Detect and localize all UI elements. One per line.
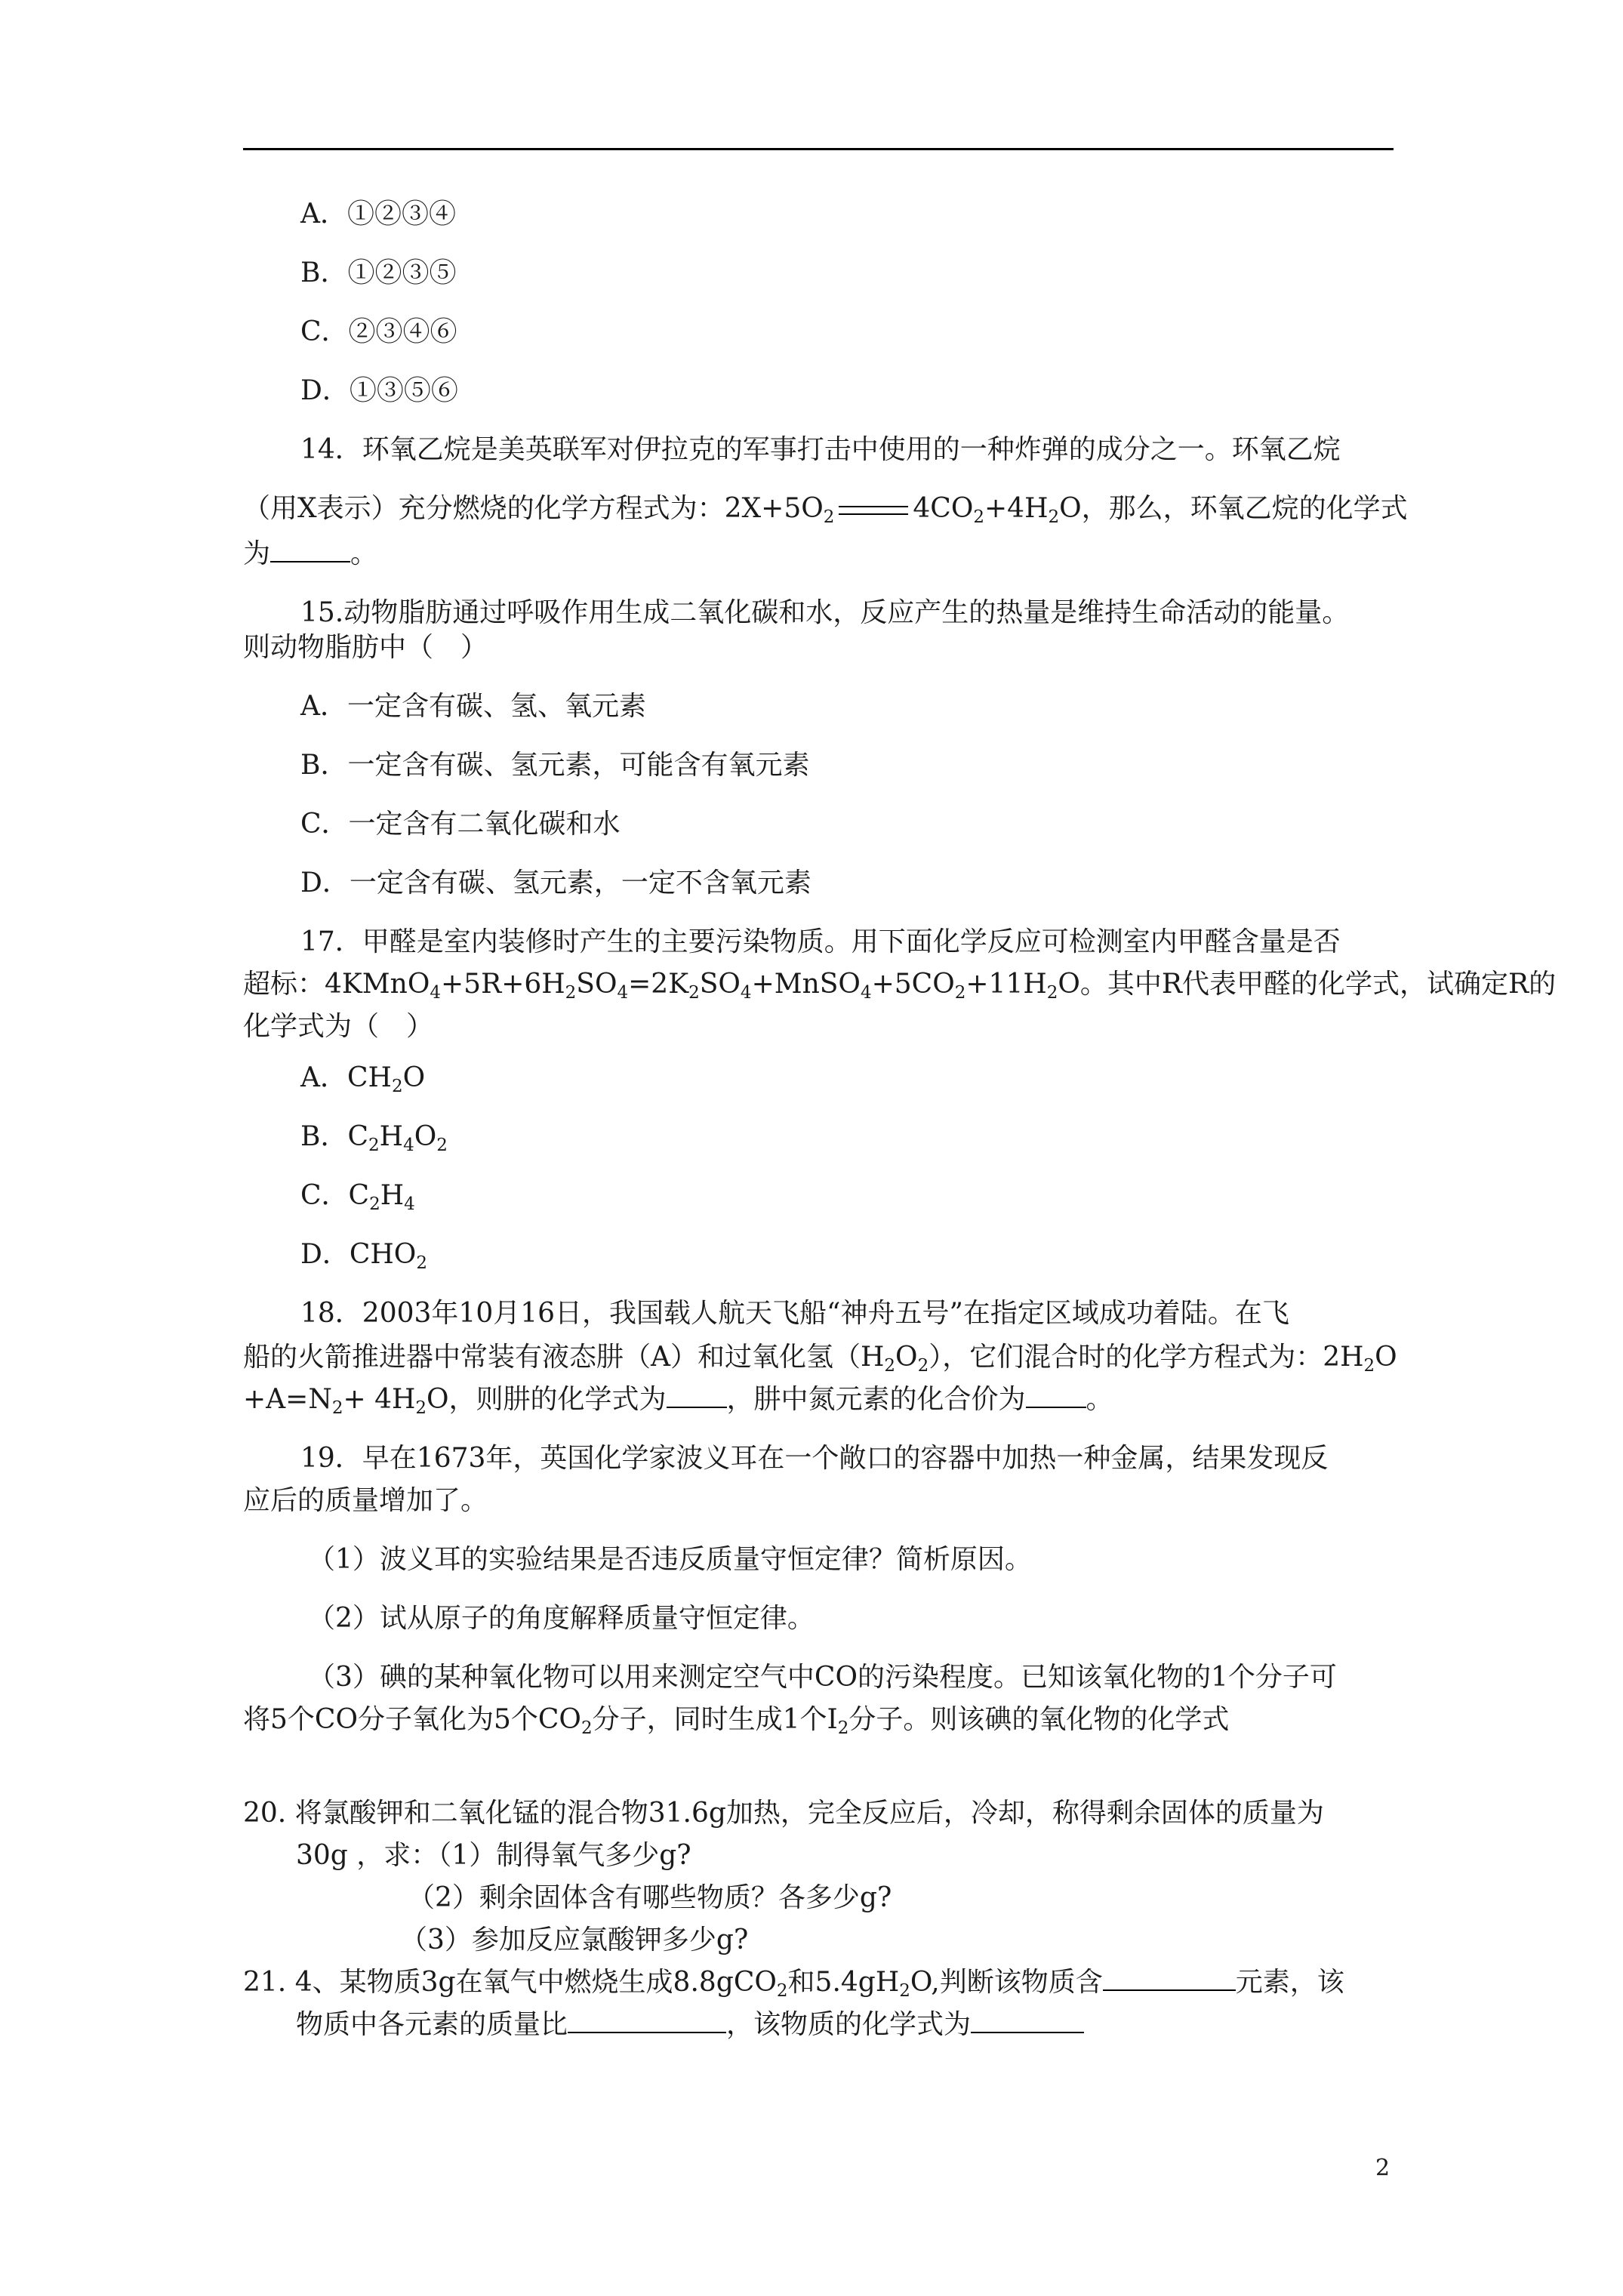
q19-sub-2: （2）试从原子的角度解释质量守恒定律。 [308, 1603, 815, 1634]
q19-sub-3: （3）碘的某种氧化物可以用来测定空气中CO的污染程度。已知该氧化物的1个分子可 [308, 1662, 1337, 1693]
q13-option-b: B．①②③⑤ [300, 257, 457, 288]
equation-arrow [839, 506, 908, 515]
answer-blank[interactable] [1103, 1967, 1236, 1991]
q15-line-1: 15.动物脂肪通过呼吸作用生成二氧化碳和水，反应产生的热量是维持生命活动的能量。 [300, 597, 1350, 628]
q19-line-2: 应后的质量增加了。 [243, 1485, 488, 1516]
page-number: 2 [1375, 2155, 1390, 2181]
q17-option-b: B．$C_2H_4O_2$ [300, 1121, 448, 1155]
q15-option-c: C．一定含有二氧化碳和水 [300, 809, 621, 840]
q19-sub-3-line-2: 将5个CO分子氧化为5个$CO_2$分子，同时生成1个$I_2$分子。则该碘的氧化物的化学式 [243, 1704, 1230, 1738]
q15-option-b: B．一定含有碳、氢元素，可能含有氧元素 [300, 750, 810, 781]
q15-option-d: D．一定含有碳、氢元素，一定不含氧元素 [300, 868, 812, 898]
q17-line-1: 17．甲醛是室内装修时产生的主要污染物质。用下面化学反应可检测室内甲醛含量是否 [300, 926, 1341, 957]
answer-blank[interactable] [667, 1384, 727, 1408]
q21-line-1: 21. 4、某物质3g在氧气中燃烧生成8.8gCO$_2$和$5.4gH_2O$,判断该物质含 元素，该 [243, 1967, 1344, 2001]
q19-sub-1: （1）波义耳的实验结果是否违反质量守恒定律？简析原因。 [308, 1544, 1032, 1575]
q13-option-c: C．②③④⑥ [300, 316, 457, 347]
answer-blank[interactable] [270, 538, 350, 562]
header-rule [243, 148, 1394, 150]
q18-line-3: $+A=N_2+ 4H_2O$，则肼的化学式为 ，肼中氮元素的化合价为 。 [243, 1384, 1113, 1418]
q15-option-a: A．一定含有碳、氢、氧元素 [300, 691, 646, 722]
q17-option-a: A．$CH_2O$ [300, 1062, 426, 1096]
q13-option-a: A．①②③④ [300, 199, 456, 230]
q17-line-2: 超标：$4KMnO_4+5R+6H_2SO_4=2K_2SO_4+MnSO_4+5CO_2+11H_2O$。其中R代表甲醛的化学式，试确定R的 [243, 969, 1557, 1003]
q13-option-d: D．①③⑤⑥ [300, 375, 458, 406]
q15-line-2: 则动物脂肪中（ ） [243, 632, 488, 663]
q18-line-2: 船的火箭推进器中常装有液态肼（A）和过氧化氢$(H_2O_2)$，它们混合时的化学方程式为：$2H_2O$ [243, 1342, 1397, 1376]
q17-option-d: D．$CHO_2$ [300, 1239, 427, 1273]
q19-line-1: 19．早在1673年，英国化学家波义耳在一个敞口的容器中加热一种金属，结果发现反 [300, 1443, 1329, 1474]
q17-line-3: 化学式为（ ） [243, 1011, 434, 1042]
answer-blank[interactable] [971, 2009, 1084, 2033]
answer-blank[interactable] [1026, 1384, 1086, 1408]
q14-line-3: 为 。 [243, 538, 378, 569]
q20-line-4: （3）参加反应氯酸钾多少g? [400, 1925, 749, 1955]
q20-line-1: 20. 将氯酸钾和二氧化锰的混合物31.6g加热，完全反应后，冷却，称得剩余固体的质量为 [243, 1798, 1324, 1829]
q21-line-2: 物质中各元素的质量比 ，该物质的化学式为 [296, 2008, 1084, 2042]
q17-option-c: C．$C_2H_4$ [300, 1180, 415, 1214]
q18-line-1: 18．2003年10月16日，我国载人航天飞船“神舟五号”在指定区域成功着陆。在飞 [300, 1298, 1289, 1329]
q20-line-2: 30g ，求：（1）制得氧气多少g? [296, 1840, 691, 1871]
answer-blank[interactable] [568, 2009, 726, 2033]
q14-line-1: 14．环氧乙烷是美英联军对伊拉克的军事打击中使用的一种炸弹的成分之一。环氧乙烷 [300, 434, 1341, 465]
q20-line-3: （2）剩余固体含有哪些物质？各多少g? [408, 1882, 892, 1913]
q14-line-2: （用X表示）充分燃烧的化学方程式为：$2X+5O_2$ $4CO_2+4H_2O$，那么，环氧乙烷的化学式 [243, 493, 1408, 527]
